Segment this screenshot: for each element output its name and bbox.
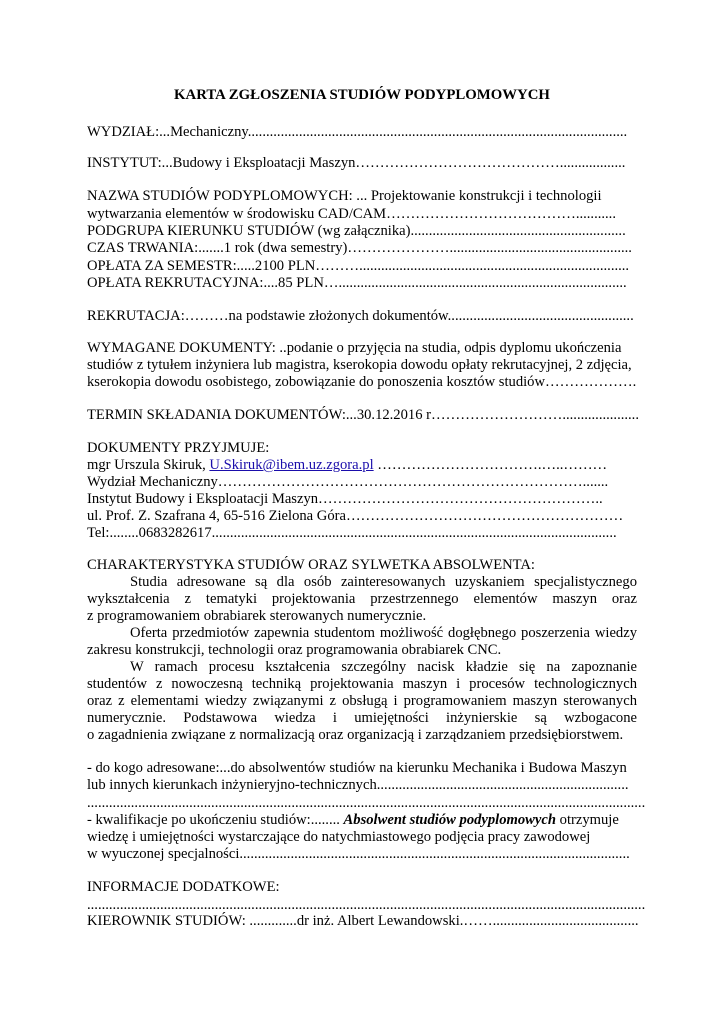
field-rekrutacja: REKRUTACJA:………na podstawie złożonych dokumentów................................................... [87, 308, 634, 324]
field-nazwa-line2: wytwarzania elementów w środowisku CAD/CAM…………………………………........... [87, 206, 616, 222]
adresowane-line1: - do kogo adresowane:...do absolwentów studiów na kierunku Mechanika i Budowa Maszyn [87, 760, 627, 776]
dokumenty-adres: ul. Prof. Z. Szafrana 4, 65-516 Zielona Góra………………………………………………… [87, 508, 624, 524]
char-p3-line5: o zagadnienia związane z normalizacją oraz organizacją i zarządzaniem przedsiębiorstwem. [87, 727, 624, 743]
dotted-line: ......................................................................................................................................................... [87, 897, 646, 913]
person-dots: …………………………….…..……… [373, 457, 608, 473]
kwalifikacje-line3: w wyuczonej specjalności........................................................................................................... [87, 846, 630, 862]
field-nazwa-line1: NAZWA STUDIÓW PODYPLOMOWYCH: ... Projektowanie konstrukcji i technologii [87, 188, 602, 204]
section-charakterystyka-header: CHARAKTERYSTYKA STUDIÓW ORAZ SYLWETKA ABSOLWENTA: [87, 557, 535, 573]
kwalifikacje-line2: wiedzę i umiejętności wystarczające do natychmiastowego podjęcia pracy zawodowej [87, 829, 591, 845]
person-name: mgr Urszula Skiruk, [87, 457, 210, 473]
adresowane-line2: lub innych kierunkach inżynieryjno-technicznych..................................................................... [87, 777, 629, 793]
field-wymagane-line2: studiów z tytułem inżyniera lub magistra, kserokopia dowodu opłaty rekrutacyjnej, 2 zdjęcia, [87, 357, 632, 373]
field-oplata-rekrutacyjna: OPŁATA REKRUTACYJNA:....85 PLN…............................................................................... [87, 275, 627, 291]
field-wydzial: WYDZIAŁ:...Mechaniczny........................................................................................................ [87, 124, 628, 140]
field-wymagane-line1: WYMAGANE DOKUMENTY: ..podanie o przyjęcia na studia, odpis dyplomu ukończenia [87, 340, 622, 356]
field-oplata-semestr: OPŁATA ZA SEMESTR:.....2100 PLN……….......................................................................... [87, 258, 630, 274]
section-informacje-header: INFORMACJE DODATKOWE: [87, 879, 280, 895]
dotted-line: ......................................................................................................................................................... [87, 795, 646, 811]
dokumenty-instytut: Instytut Budowy i Eksploatacji Maszyn………………………………………………….. [87, 491, 603, 507]
document-title: KARTA ZGŁOSZENIA STUDIÓW PODYPLOMOWYCH [174, 87, 550, 103]
char-p3-line2: studentów z nowoczesną techniką projektowania maszyn i procesów technologicznych [87, 676, 637, 692]
char-p3-line4: numerycznie. Podstawowa wiedza i umiejętności inżynierskie są wzbogacone [87, 710, 637, 726]
char-p1-line1: Studia adresowane są dla osób zainteresowanych uzyskaniem specjalistycznego [130, 574, 637, 590]
kwalifikacje-line1 [87, 812, 619, 829]
char-p1-line2: wykształcenia z tematyki projektowania przestrzennego elementów maszyn oraz [87, 591, 637, 607]
char-p3-line1: W ramach procesu kształcenia szczególny nacisk kładzie się na zapoznanie [130, 659, 637, 675]
char-p2-line2: zakresu konstrukcji, technologii oraz programowania obrabiarek CNC. [87, 642, 502, 658]
field-wymagane-line3: kserokopia dowodu osobistego, zobowiązanie do ponoszenia kosztów studiów………………. [87, 374, 637, 390]
email-link[interactable]: U.Skiruk@ibem.uz.zgora.pl [209, 457, 374, 473]
field-podgrupa: PODGRUPA KIERUNKU STUDIÓW (wg załącznika)........................................................... [87, 223, 626, 239]
dokumenty-person-line [87, 457, 607, 474]
field-kierownik: KIEROWNIK STUDIÓW: .............dr inż. Albert Lewandowski.……........................................ [87, 913, 639, 929]
dokumenty-wydzial: Wydział Mechaniczny…………………………………………………………………....... [87, 474, 609, 490]
section-dokumenty-header: DOKUMENTY PRZYJMUJE: [87, 440, 270, 456]
char-p1-line3: z programowaniem obrabiarek sterowanych numerycznie. [87, 608, 427, 624]
char-p3-line3: oraz z elementami wiedzy związanymi z obsługą i programowaniem maszyn sterowanych [87, 693, 637, 709]
field-czas-trwania: CZAS TRWANIA:.......1 rok (dwa semestry)………………….................................................. [87, 240, 632, 256]
char-p2-line1: Oferta przedmiotów zapewnia studentom możliwość dogłębnego poszerzenia wiedzy [130, 625, 637, 641]
field-instytut: INSTYTUT:...Budowy i Eksploatacji Maszyn…………………………………….................. [87, 155, 626, 171]
kwalifikacje-tail: otrzymuje [556, 812, 619, 828]
dokumenty-telefon: Tel:........0683282617............................................................................................................... [87, 525, 617, 541]
field-termin: TERMIN SKŁADANIA DOKUMENTÓW:...30.12.2016 r………………………..................... [87, 407, 639, 423]
kwalifikacje-emphasis: Absolwent studiów podyplomowych [343, 812, 556, 828]
kwalifikacje-label: - kwalifikacje po ukończeniu studiów:........ [87, 812, 344, 828]
